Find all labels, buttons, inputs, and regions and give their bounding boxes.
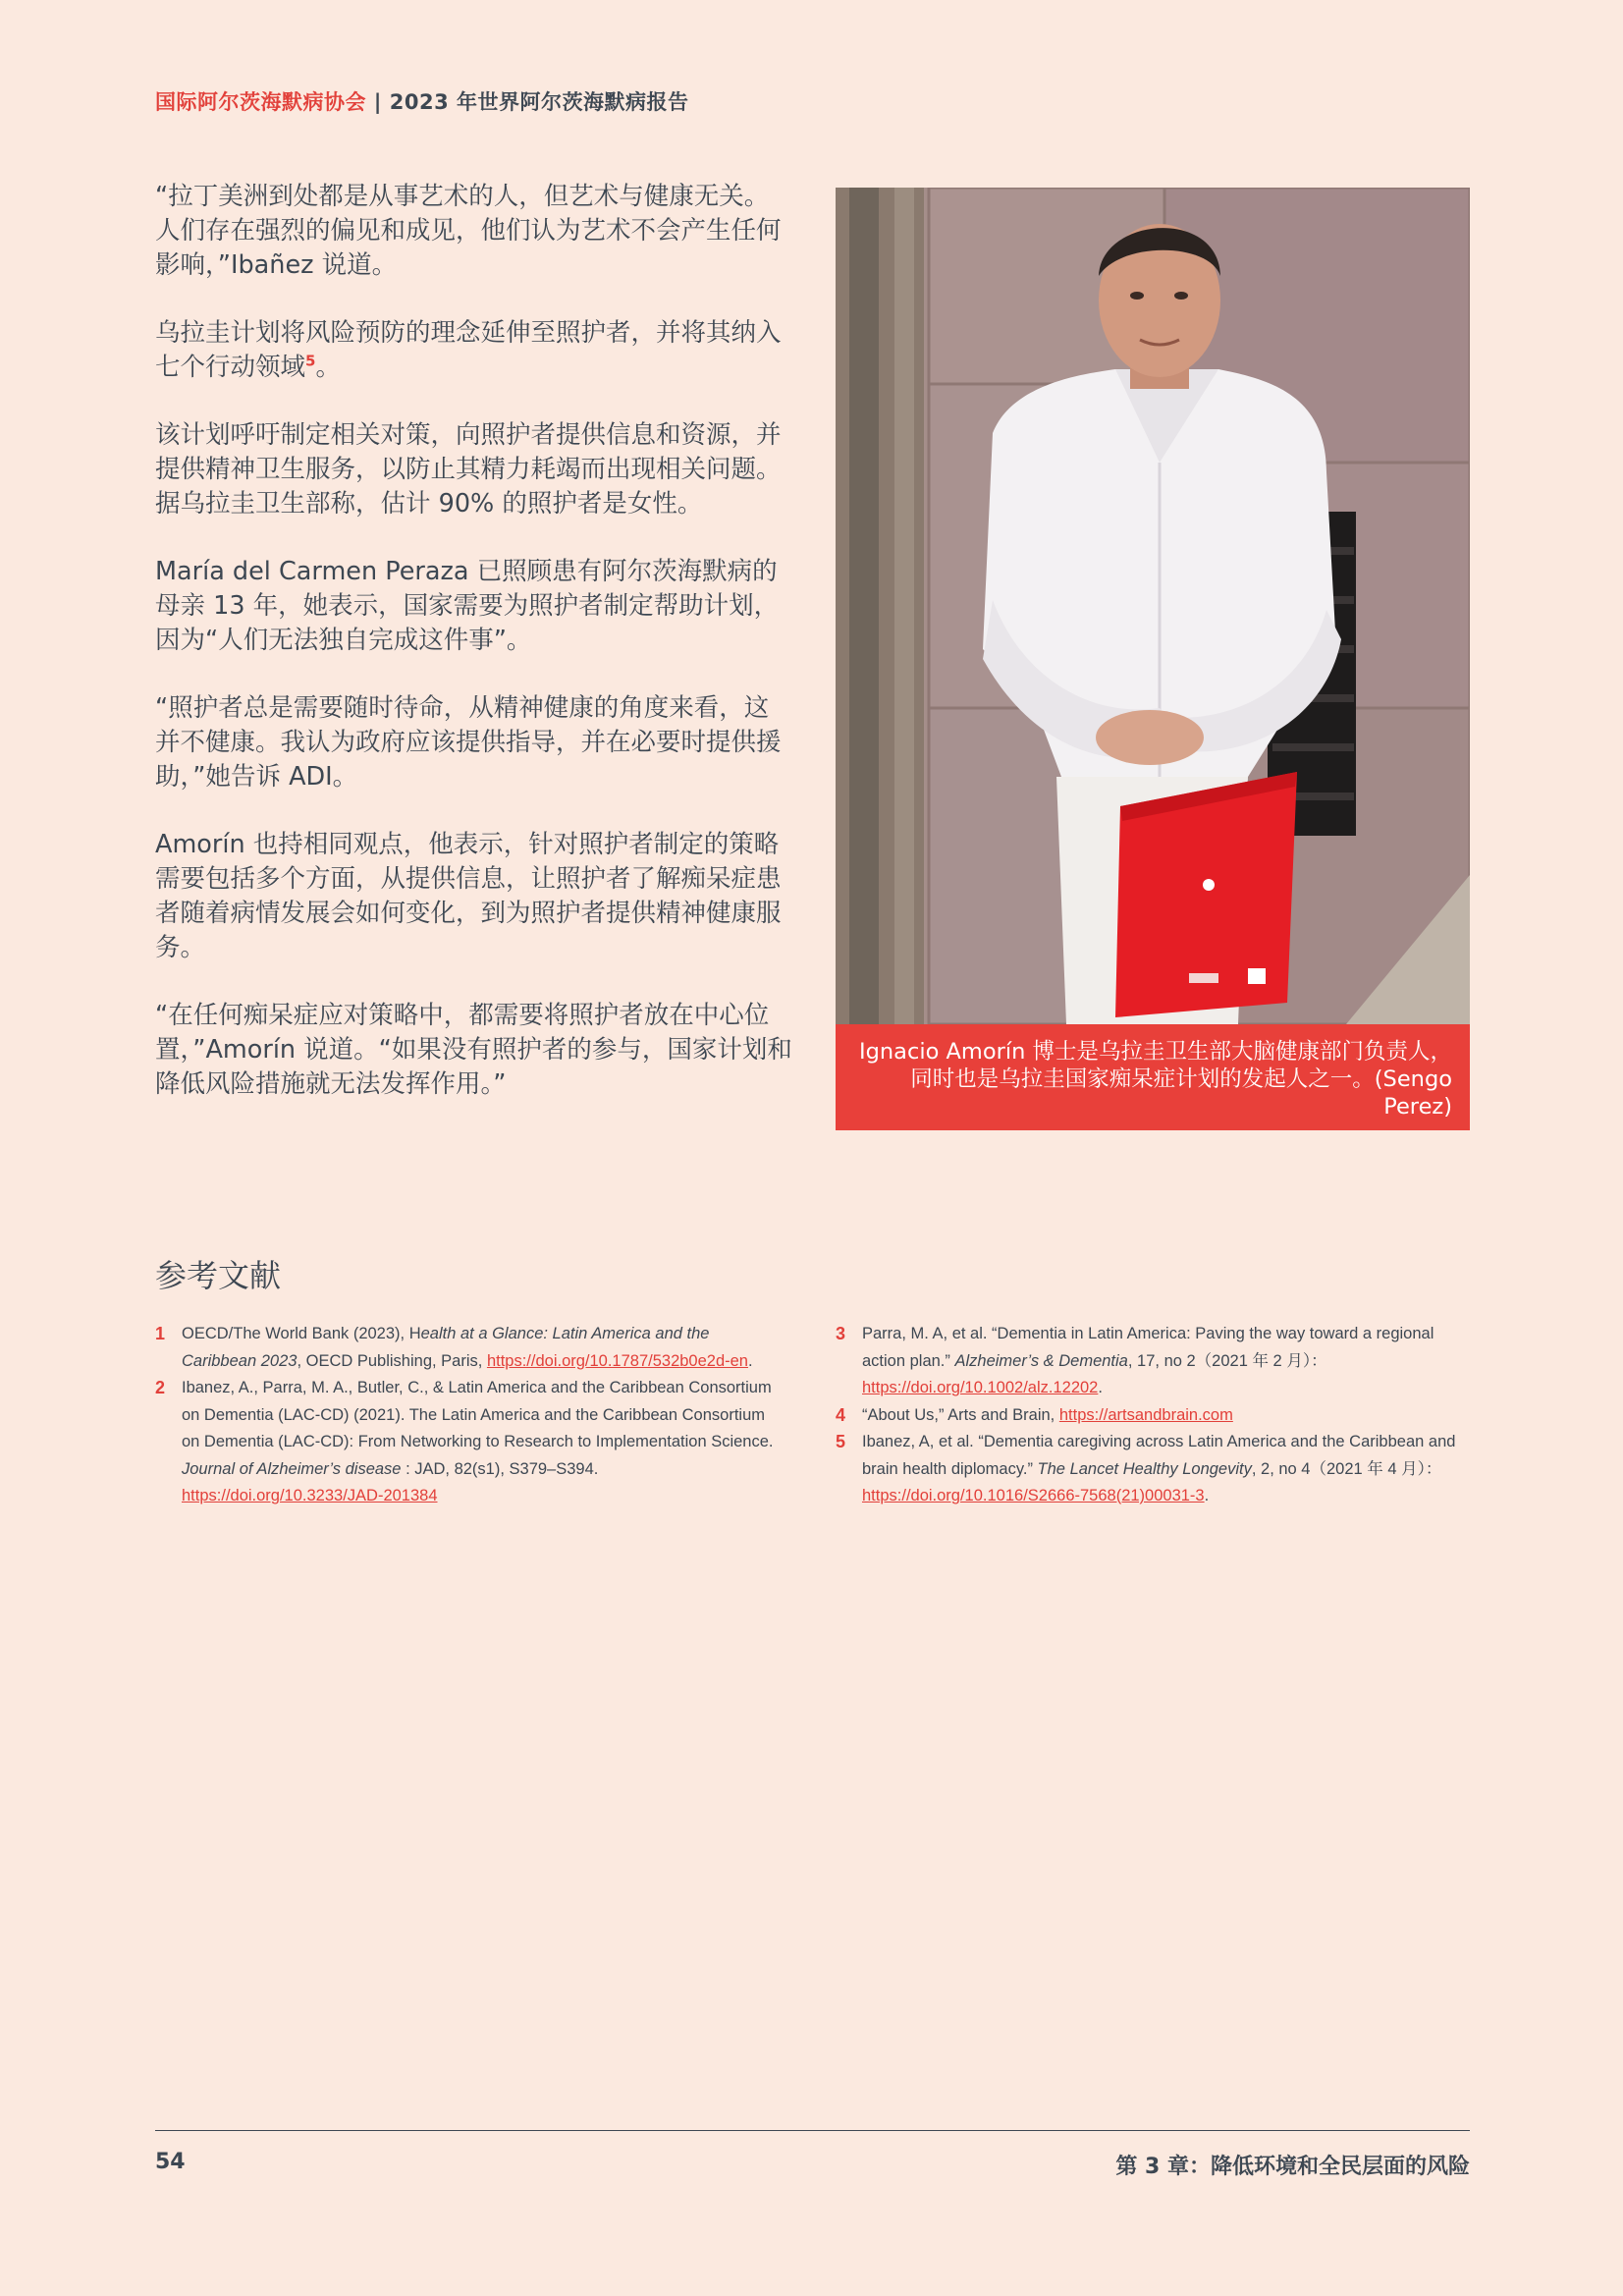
reference-item [155,1321,784,1375]
header-report-title: 2023 年世界阿尔茨海默病报告 [389,90,689,114]
reference-text-post: , 2, no 4（2021 年 4 月）： [1251,1459,1442,1478]
reference-title-italic: The Lancet Healthy Longevity [1037,1459,1252,1478]
paragraph-3: 该计划呼吁制定相关对策，向照护者提供信息和资源，并提供精神卫生服务，以防止其精力耗竭而出现相关问题。据乌拉圭卫生部称，估计 90% 的照护者是女性。 [155,420,782,519]
header-org: 国际阿尔茨海默病协会 [155,90,366,114]
reference-link[interactable]: https://doi.org/10.1016/S2666-7568(21)00031-3 [862,1487,1205,1504]
reference-text-post: , 17, no 2（2021 年 2 月）： [1127,1351,1327,1370]
header-separator: | [366,90,390,114]
reference-item [836,1429,1470,1510]
portrait-photo [836,188,1470,1024]
paragraph-2-end: 。 [315,353,341,382]
photo-caption: Ignacio Amorín 博士是乌拉圭卫生部大脑健康部门负责人，同时也是乌拉圭国家痴呆症计划的发起人之一。(Sengo Perez) [836,1024,1470,1130]
reference-number: 5 [836,1432,846,1451]
reference-item [155,1375,784,1510]
references-column-left [155,1321,784,1510]
reference-item [836,1321,1470,1402]
references-column-right [836,1321,1470,1510]
reference-number: 1 [155,1324,166,1343]
chapter-title: 第 3 章：降低环境和全民层面的风险 [1115,2155,1470,2179]
reference-item [836,1402,1470,1430]
reference-number: 4 [836,1404,846,1425]
reference-text-post: , OECD Publishing, Paris, [297,1351,487,1370]
reference-end: . [747,1351,753,1370]
paragraph-1: “拉丁美洲到处都是从事艺术的人，但艺术与健康无关。人们存在强烈的偏见和成见，他们认为艺术不会产生任何影响，”Ibañez 说道。 [155,182,782,280]
reference-title-italic: Alzheimer’s & Dementia [954,1351,1128,1370]
references-heading: 参考文献 [155,1257,282,1294]
paragraph-6: Amorín 也持相同观点，他表示，针对照护者制定的策略需要包括多个方面，从提供信息，让照护者了解痴呆症患者随着病情发展会如何变化，到为照护者提供精神健康服务。 [155,830,782,962]
reference-end: . [1098,1379,1103,1396]
reference-title-italic: Journal of Alzheimer’s disease [182,1459,402,1478]
reference-number: 3 [836,1324,846,1343]
body-text-column [155,180,793,1135]
paragraph-5: “照护者总是需要随时待命，从精神健康的角度来看，这并不健康。我认为政府应该提供指导，并在必要时提供援助，”她告诉 ADI。 [155,693,782,792]
reference-link[interactable]: https://doi.org/10.3233/JAD-201384 [182,1487,438,1504]
reference-link[interactable]: https://artsandbrain.com [1058,1405,1233,1424]
reference-number: 2 [155,1378,166,1397]
paragraph-2 [155,316,793,385]
portrait-illustration [836,188,1470,1024]
reference-text: Ibanez, A., Parra, M. A., Butler, C., & Latin America and the Caribbean Consortium on Dementia (LAC-CD) (2021). The Latin America and the Caribbean Consortium on Dementia (LAC-CD): From Networking to Research to Implementation Science. [182,1379,774,1450]
footer-divider [155,2130,1470,2131]
paragraph-7: “在任何痴呆症应对策略中，都需要将照护者放在中心位置，”Amorín 说道。“如果没有照护者的参与，国家计划和降低风险措施就无法发挥作用。” [155,1001,792,1099]
footnote-ref-5[interactable]: 5 [305,352,316,370]
reference-text: Ibanez, A, et al. “Dementia caregiving across Latin America and the Caribbean and brain health diplomacy.” [862,1433,1456,1478]
paragraph-2-text: 乌拉圭计划将风险预防的理念延伸至照护者，并将其纳入七个行动领域 [155,318,782,382]
running-header [155,86,689,116]
reference-end: . [1204,1487,1210,1504]
reference-link[interactable]: https://doi.org/10.1002/alz.12202 [862,1379,1099,1396]
reference-title-italic: ealth at a Glance: Latin America and the Caribbean 2023 [182,1325,710,1370]
paragraph-4: María del Carmen Peraza 已照顾患有阿尔茨海默病的母亲 13 年，她表示，国家需要为照护者制定帮助计划，因为“人们无法独自完成这件事”。 [155,557,780,655]
reference-text-post: : JAD, 82(s1), S379–S394. [401,1459,599,1478]
reference-text: OECD/The World Bank (2023), H [182,1325,421,1342]
reference-text: Parra, M. A, et al. “Dementia in Latin America: Paving the way toward a regional action plan.” [862,1325,1434,1370]
reference-link[interactable]: https://doi.org/10.1787/532b0e2d-en [486,1351,748,1370]
reference-text: “About Us,” Arts and Brain, [862,1405,1059,1424]
page-number: 54 [155,2150,186,2174]
